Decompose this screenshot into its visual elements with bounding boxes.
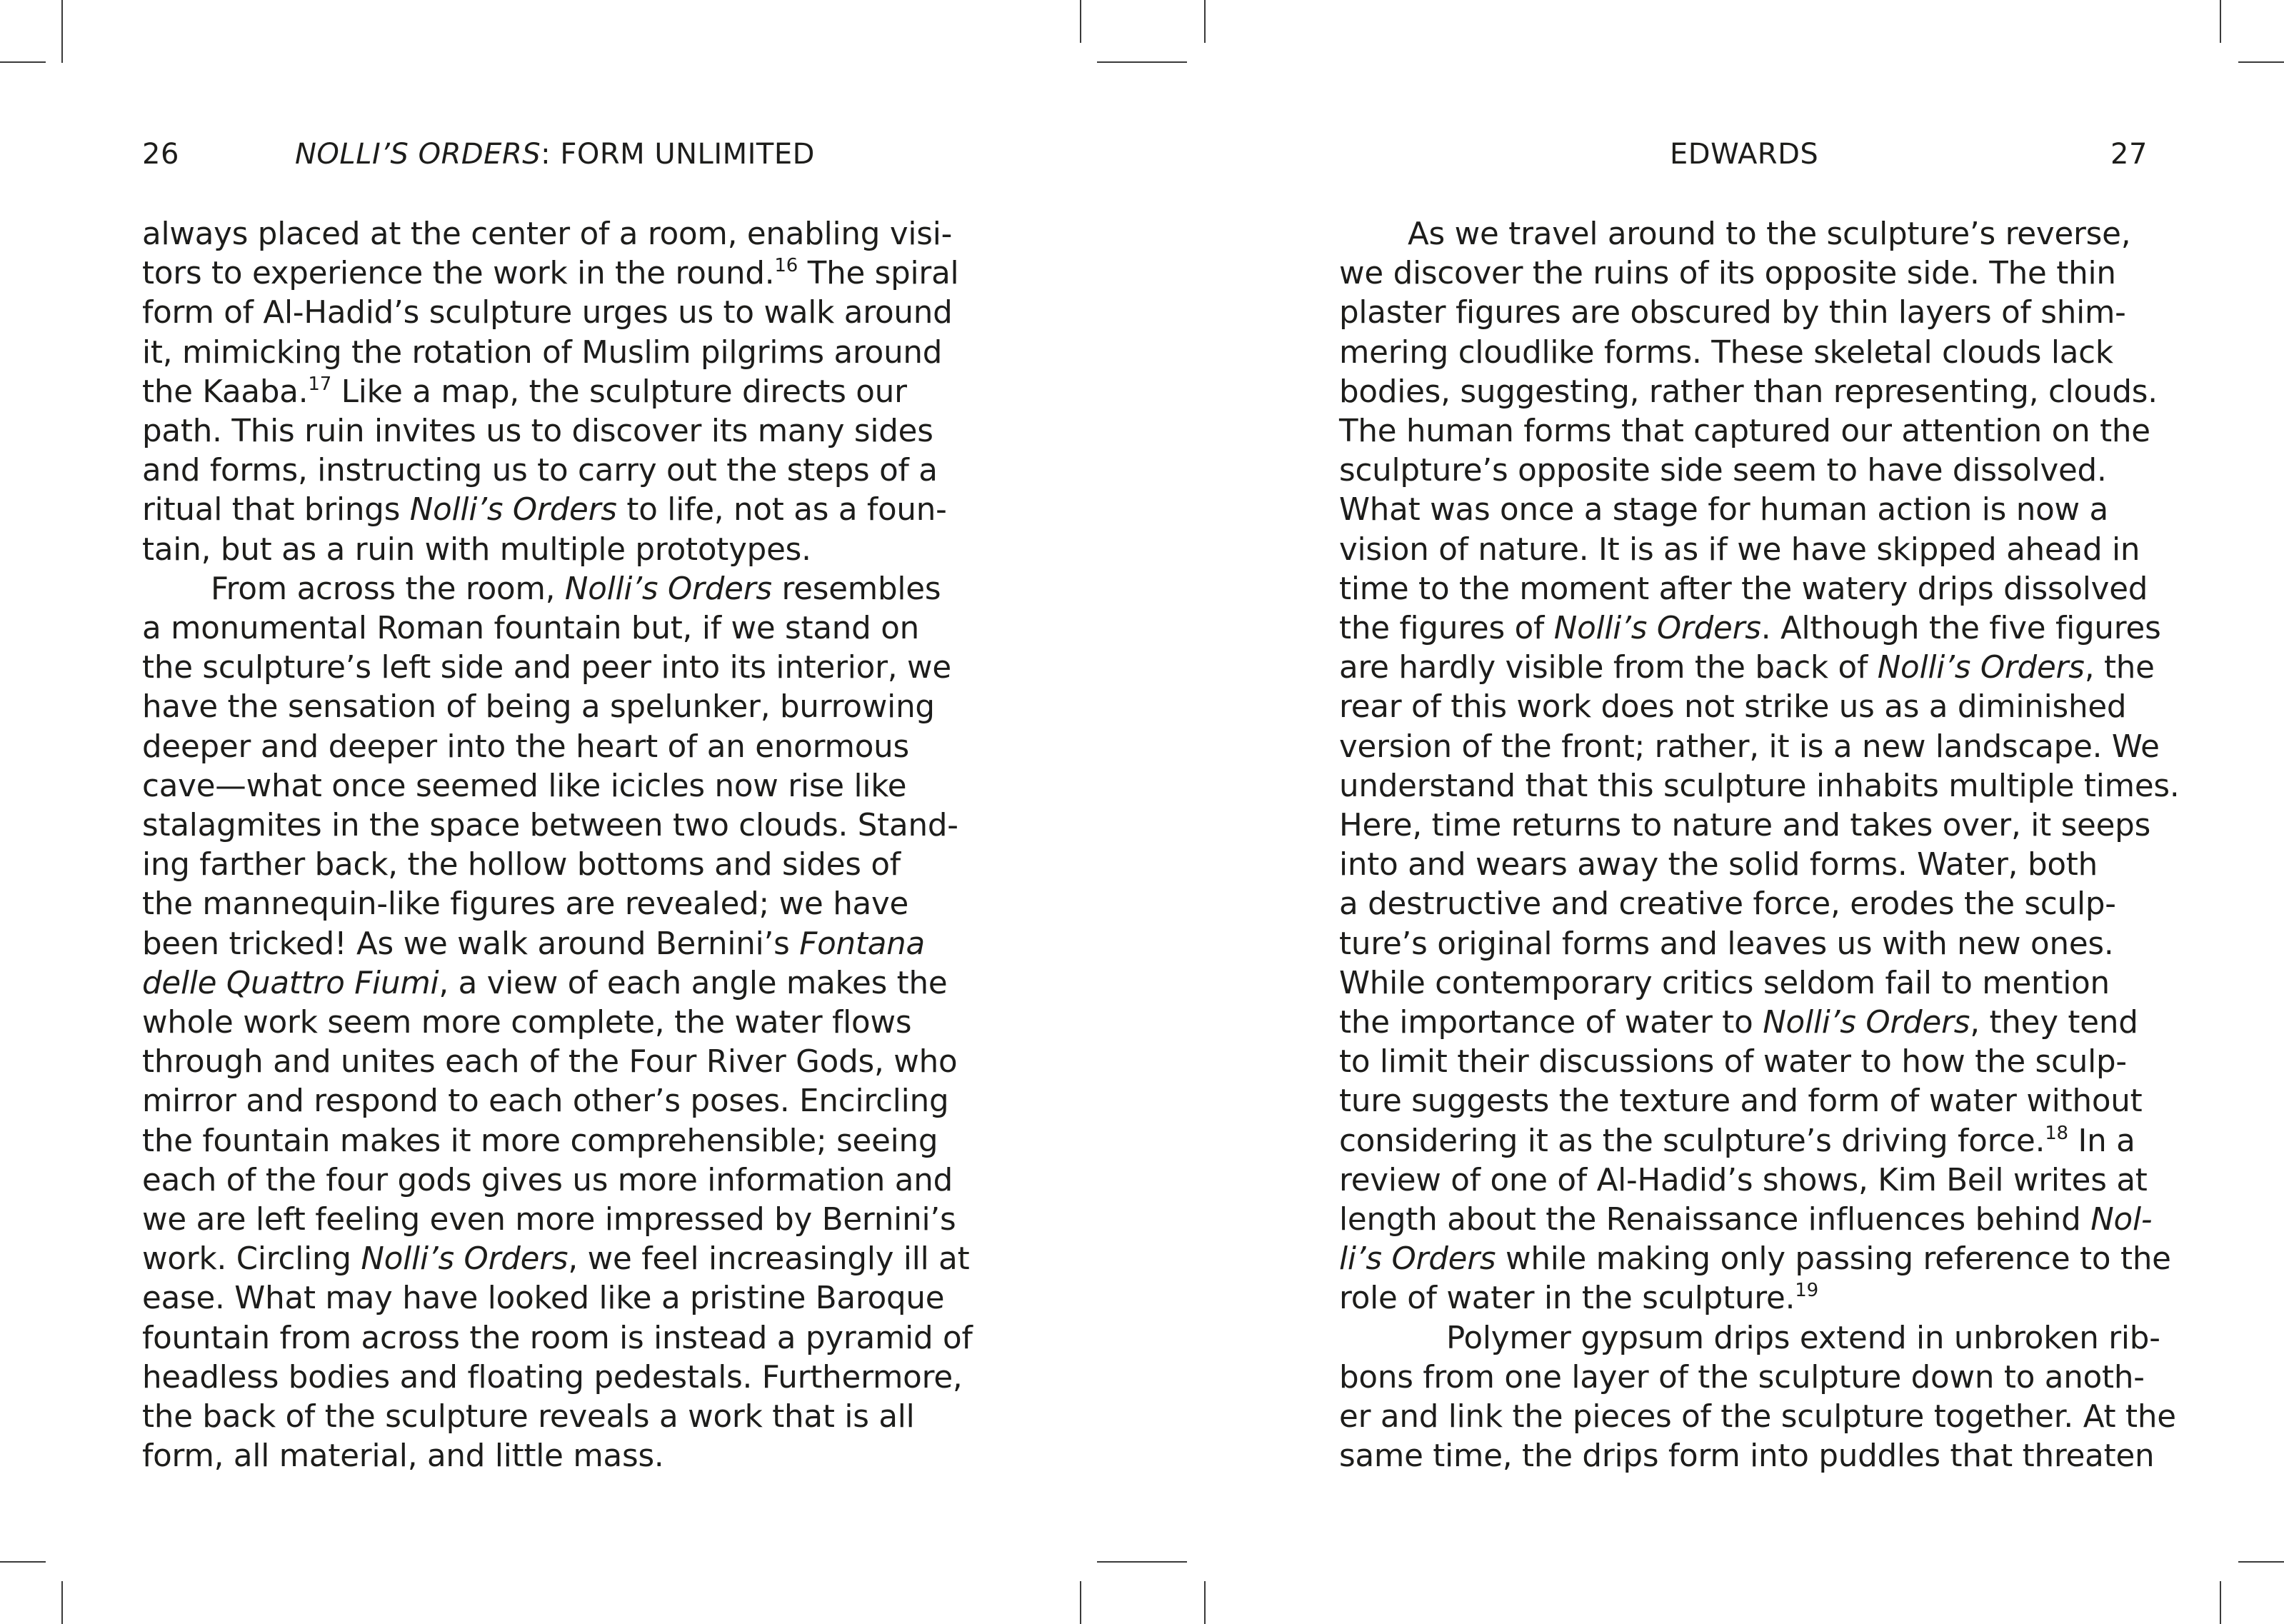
crop-mark [1097, 1561, 1187, 1563]
right-running-head: EDWARDS [1670, 138, 1819, 171]
text-line: path. This ruin invites us to discover its many sides [142, 413, 933, 450]
text-line: are hardly visible from the back of Nolli’s Orders, the [1339, 650, 2155, 686]
text-line: been tricked! As we walk around Bernini’s Fontana [142, 926, 925, 962]
text-line: version of the front; rather, it is a new landscape. We [1339, 728, 2160, 765]
text-line: fountain from across the room is instead a pyramid of [142, 1320, 973, 1356]
text-line: While contemporary critics seldom fail to mention [1339, 965, 2110, 1001]
text-line: to limit their discussions of water to how the sculp- [1339, 1044, 2127, 1081]
crop-mark [1204, 1581, 1206, 1624]
text-line: plaster figures are obscured by thin layers of shim- [1339, 295, 2126, 331]
footnote-ref: 17 [308, 373, 332, 395]
crop-mark [1080, 0, 1081, 43]
text-line: li’s Orders while making only passing reference to the [1339, 1241, 2171, 1278]
footnote-ref: 19 [1795, 1280, 1818, 1302]
text-line: What was once a stage for human action is now a [1339, 492, 2108, 528]
right-page-number: 27 [2110, 138, 2148, 171]
running-head-subtitle: : FORM UNLIMITED [541, 138, 815, 171]
text-line: same time, the drips form into puddles that threaten [1339, 1438, 2155, 1475]
text-line: form, all material, and little mass. [142, 1438, 664, 1475]
text-line: the Kaaba.$^{17}$ Like a map, the sculpture directs our [142, 373, 907, 410]
text-line: a monumental Roman fountain but, if we stand on [142, 611, 919, 647]
text-line: ture suggests the texture and form of water without [1339, 1083, 2143, 1120]
footnote-ref: 18 [2045, 1122, 2068, 1144]
text-line: the fountain makes it more comprehensible; seeing [142, 1123, 938, 1159]
crop-mark [0, 1561, 46, 1563]
left-running-head [295, 136, 815, 173]
text-line: we discover the ruins of its opposite side. The thin [1339, 256, 2116, 292]
crop-mark [1080, 1581, 1081, 1624]
text-line: through and unites each of the Four River Gods, who [142, 1044, 958, 1081]
text-line: tain, but as a ruin with multiple prototypes. [142, 531, 811, 568]
paragraph [142, 215, 959, 570]
text-line: a destructive and creative force, erodes the sculp- [1339, 886, 2116, 923]
footnote-ref: 16 [774, 255, 798, 277]
right-page-body [1339, 215, 2180, 1477]
text-line: Polymer gypsum drips extend in unbroken rib- [1446, 1320, 2160, 1356]
text-line: mirror and respond to each other’s poses. Encircling [142, 1083, 949, 1120]
text-line: time to the moment after the watery drips dissolved [1339, 571, 2148, 607]
crop-mark [2238, 1561, 2284, 1563]
text-line: have the sensation of being a spelunker, burrowing [142, 689, 935, 726]
crop-mark [2220, 0, 2221, 43]
crop-mark [2220, 1581, 2221, 1624]
crop-mark [61, 0, 63, 63]
text-line: As we travel around to the sculpture’s reverse, [1408, 216, 2131, 252]
text-line: ease. What may have looked like a pristine Baroque [142, 1280, 945, 1317]
text-line: review of one of Al-Hadid’s shows, Kim Beil writes at [1339, 1162, 2148, 1198]
text-line: it, mimicking the rotation of Muslim pilgrims around [142, 334, 943, 371]
text-line: into and wears away the solid forms. Water, both [1339, 847, 2098, 883]
text-line: Here, time returns to nature and takes over, it seeps [1339, 808, 2151, 844]
text-line: ritual that brings Nolli’s Orders to life, not as a foun- [142, 492, 947, 528]
text-line: ing farther back, the hollow bottoms and sides of [142, 847, 901, 883]
text-line: considering it as the sculpture’s driving force.$^{18}$ In a [1339, 1122, 2135, 1159]
text-line: mering cloudlike forms. These skeletal clouds lack [1339, 334, 2113, 371]
text-line: stalagmites in the space between two clouds. Stand- [142, 808, 958, 844]
text-line: each of the four gods gives us more information and [142, 1162, 953, 1198]
crop-mark [61, 1581, 63, 1624]
text-line: cave—what once seemed like icicles now rise like [142, 768, 907, 804]
text-line: and forms, instructing us to carry out the steps of a [142, 453, 938, 489]
text-line: whole work seem more complete, the water flows [142, 1005, 912, 1041]
text-line: the mannequin-like figures are revealed; we have [142, 886, 909, 923]
text-line: The human forms that captured our attention on the [1339, 413, 2150, 450]
crop-mark [1204, 0, 1206, 43]
text-line: the sculpture’s left side and peer into its interior, we [142, 650, 951, 686]
text-line: tors to experience the work in the round.$^{16}$ The spiral [142, 255, 959, 292]
text-line: sculpture’s opposite side seem to have dissolved. [1339, 453, 2107, 489]
text-line: we are left feeling even more impressed by Bernini’s [142, 1202, 956, 1238]
text-line: work. Circling Nolli’s Orders, we feel increasingly ill at [142, 1241, 970, 1278]
text-line: delle Quattro Fiumi, a view of each angle makes the [142, 965, 948, 1001]
paragraph [1339, 215, 2180, 1319]
paragraph [142, 570, 973, 1477]
text-line: rear of this work does not strike us as a diminished [1339, 689, 2127, 726]
text-line: ture’s original forms and leaves us with new ones. [1339, 926, 2114, 962]
text-line: bodies, suggesting, rather than representing, clouds. [1339, 374, 2158, 410]
left-page-number: 26 [142, 138, 179, 171]
text-line: the importance of water to Nolli’s Orders, they tend [1339, 1005, 2138, 1041]
paragraph [1339, 1319, 2176, 1477]
text-line: form of Al-Hadid’s sculpture urges us to walk around [142, 295, 953, 331]
text-line: headless bodies and floating pedestals. Furthermore, [142, 1359, 963, 1395]
text-line: always placed at the center of a room, enabling visi- [142, 216, 953, 252]
text-line: From across the room, Nolli’s Orders resembles [211, 571, 941, 607]
crop-mark [0, 61, 46, 63]
left-page-body [142, 215, 973, 1477]
text-line: length about the Renaissance influences behind Nol- [1339, 1202, 2153, 1238]
text-line: deeper and deeper into the heart of an enormous [142, 728, 909, 765]
text-line: bons from one layer of the sculpture down to anoth- [1339, 1359, 2145, 1395]
text-line: vision of nature. It is as if we have skipped ahead in [1339, 531, 2140, 568]
running-head-title: NOLLI’S ORDERS [295, 138, 541, 171]
text-line: role of water in the sculpture.$^{19}$ [1339, 1280, 1818, 1317]
text-line: the figures of Nolli’s Orders. Although the five figures [1339, 611, 2161, 647]
crop-mark [2238, 61, 2284, 63]
text-line: the back of the sculpture reveals a work that is all [142, 1399, 915, 1435]
text-line: er and link the pieces of the sculpture together. At the [1339, 1399, 2176, 1435]
text-line: understand that this sculpture inhabits multiple times. [1339, 768, 2180, 804]
crop-mark [1097, 61, 1187, 63]
